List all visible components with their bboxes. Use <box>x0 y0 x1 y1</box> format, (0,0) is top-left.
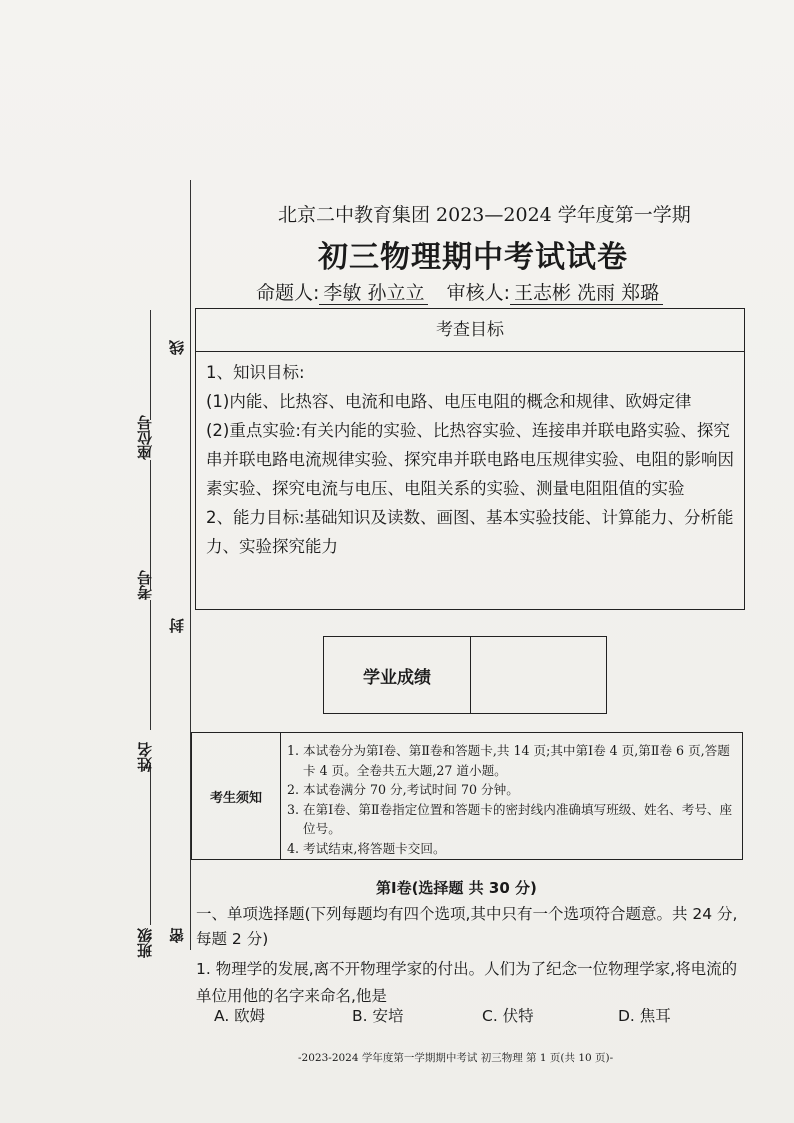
notice-item: 4. 考试结束,将答题卡交回。 <box>287 840 446 856</box>
goal-line: 1、知识目标: <box>206 363 305 382</box>
goal-line: (2)重点实验:有关内能的实验、比热容实验、连接串并联电路实验、探究串并联电路电流规律实验、探究串并联电路电压规律实验、电阻的影响因素实验、探究电流与电压、电阻关系的实验、测量电阻阻值的实验 <box>206 421 734 498</box>
goal-line: 2、能力目标:基础知识及读数、画图、基本实验技能、计算能力、分析能力、实验探究能力 <box>206 508 734 556</box>
goals-heading: 考查目标 <box>196 309 744 352</box>
score-value <box>471 637 606 713</box>
score-table <box>323 636 607 714</box>
reviewer-names: 王志彬 冼雨 郑璐 <box>510 282 663 305</box>
option-c: C. 伏特 <box>482 1007 534 1025</box>
seat-number-line <box>150 310 151 420</box>
score-label: 学业成绩 <box>324 637 471 713</box>
author-label: 命题人: <box>256 282 320 304</box>
seal-mark-seal: 封 <box>168 618 186 633</box>
exam-title: 初三物理期中考试试卷 <box>318 240 628 275</box>
goals-body <box>196 352 744 561</box>
section-one-heading: 一、单项选择题(下列每题均有四个选项,其中只有一个选项符合题意。共 24 分,每题 2 分) <box>196 905 738 948</box>
exam-number-label: 考号 <box>136 570 154 600</box>
seat-number-label: 座位号 <box>136 415 154 460</box>
name-label: 姓名 <box>136 742 154 772</box>
question-1-stem: 1. 物理学的发展,离不开物理学家的付出。人们为了纪念一位物理学家,将电流的单位用他的名字来命名,他是 <box>196 960 738 1005</box>
page-footer: -2023-2024 学年度第一学期期中考试 初三物理 第 1 页(共 10 页)- <box>298 1052 614 1064</box>
authors-line <box>256 278 663 305</box>
name-line <box>150 600 151 730</box>
candidate-notice <box>191 732 743 860</box>
notice-item: 1. 本试卷分为第Ⅰ卷、第Ⅱ卷和答题卡,共 14 页;其中第Ⅰ卷 4 页,第Ⅱ卷 6 页,答题卡 4 页。全卷共五大题,27 道小题。 <box>287 743 730 778</box>
author-names: 李敏 孙立立 <box>319 282 428 305</box>
option-b: B. 安培 <box>352 1007 404 1025</box>
seal-mark-line: 线 <box>168 340 186 355</box>
notice-item: 2. 本试卷满分 70 分,考试时间 70 分钟。 <box>287 782 519 797</box>
reviewer-label: 审核人: <box>446 282 510 304</box>
class-label: 班级 <box>136 928 154 958</box>
class-line <box>150 765 151 925</box>
seal-mark-secret: 密 <box>168 928 186 943</box>
school-term: 北京二中教育集团 2023—2024 学年度第一学期 <box>278 204 691 226</box>
goal-line: (1)内能、比热容、电流和电路、电压电阻的概念和规律、欧姆定律 <box>206 392 692 411</box>
option-d: D. 焦耳 <box>618 1007 671 1025</box>
notice-label: 考生须知 <box>192 733 281 859</box>
notice-list <box>281 733 742 859</box>
goals-box <box>195 308 745 610</box>
notice-item: 3. 在第Ⅰ卷、第Ⅱ卷指定位置和答题卡的密封线内准确填写班级、姓名、考号、座位号。 <box>287 801 733 836</box>
option-a: A. 欧姆 <box>214 1007 266 1025</box>
part-one-heading: 第Ⅰ卷(选择题 共 30 分) <box>376 879 537 897</box>
